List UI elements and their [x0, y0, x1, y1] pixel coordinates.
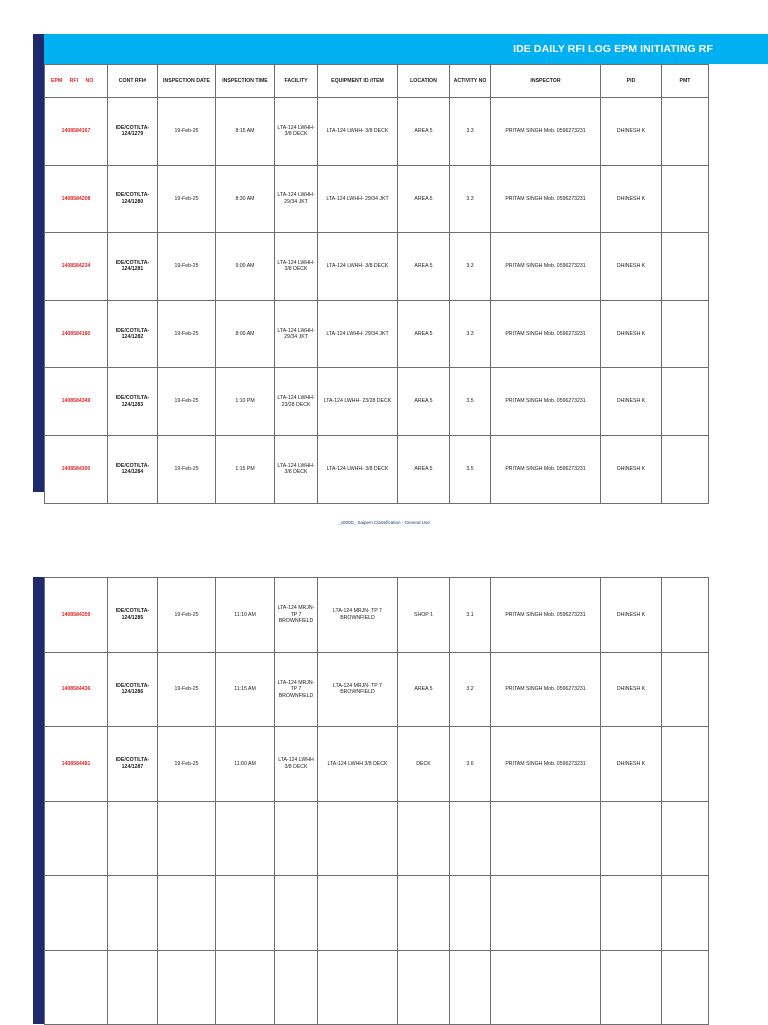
equipment-cell: LTA-124 LWHH- 3/8 DECK [318, 435, 398, 503]
inspection-date-cell: 19-Feb-25 [158, 652, 216, 727]
epm-rfi-cell [45, 801, 108, 876]
pid-cell: DHINESH K [601, 578, 662, 653]
inspector-cell: PRITAM SINGH Mob. 0596273231 [491, 578, 601, 653]
side-accent-bar [33, 577, 44, 1024]
activity-cell: 3.5 [450, 435, 491, 503]
facility-cell: LTA-124 LWHH- 3/8 DECK [275, 98, 318, 166]
inspection-time-cell: 9:00 AM [216, 233, 275, 301]
table-row [45, 98, 709, 166]
location-cell: AREA 5 [398, 435, 450, 503]
cont-rfi-cell [108, 950, 158, 1025]
pmt-cell [662, 652, 709, 727]
table-row [45, 368, 709, 436]
facility-cell [275, 801, 318, 876]
pmt-cell [662, 578, 709, 653]
epm-rfi-cell: 1408584234 [45, 233, 108, 301]
header-location: LOCATION [398, 65, 450, 98]
header-pid: PID [601, 65, 662, 98]
inspector-cell [491, 801, 601, 876]
inspection-date-cell: 19-Feb-25 [158, 300, 216, 368]
inspection-time-cell: 11:10 AM [216, 578, 275, 653]
location-cell: DECK [398, 727, 450, 802]
facility-cell: LTA-124 LWHH- 29/34 JKT [275, 300, 318, 368]
facility-cell: LTA-124 LWHH- 3/8 DECK [275, 233, 318, 301]
activity-cell: 3.3 [450, 98, 491, 166]
location-cell [398, 950, 450, 1025]
equipment-cell: LTA-124 MRJN- TP 7 BROWNFIELD [318, 652, 398, 727]
facility-cell: LTA-124 MRJN- TP 7 BROWNFIELD [275, 578, 318, 653]
facility-cell [275, 876, 318, 951]
cont-rfi-cell: IDE/COT/LTA-124/1283 [108, 368, 158, 436]
pmt-cell [662, 435, 709, 503]
location-cell: AREA 5 [398, 300, 450, 368]
side-accent-bar [33, 34, 44, 492]
table-row-empty [45, 876, 709, 951]
activity-cell [450, 876, 491, 951]
pid-cell: DHINESH K [601, 300, 662, 368]
location-cell [398, 876, 450, 951]
pmt-cell [662, 801, 709, 876]
equipment-cell: LTA-124 LWHH- 3/8 DECK [318, 98, 398, 166]
inspection-date-cell: 19-Feb-25 [158, 727, 216, 802]
table-row [45, 578, 709, 653]
epm-rfi-cell [45, 950, 108, 1025]
inspector-cell [491, 876, 601, 951]
header-equipment: EQUIPMENT ID /ITEM [318, 65, 398, 98]
header-activity-no: ACTIVITY NO [450, 65, 491, 98]
inspection-time-cell [216, 801, 275, 876]
table-row [45, 300, 709, 368]
log-title: IDE DAILY RFI LOG EPM INITIATING RF [44, 34, 768, 64]
epm-rfi-cell: 1408584208 [45, 165, 108, 233]
epm-rfi-cell: 1408584300 [45, 435, 108, 503]
activity-cell: 3.2 [450, 652, 491, 727]
location-cell: AREA 5 [398, 368, 450, 436]
location-cell: SHOP 1 [398, 578, 450, 653]
equipment-cell [318, 801, 398, 876]
inspector-cell: PRITAM SINGH Mob. 0596273231 [491, 165, 601, 233]
activity-cell: 3.5 [450, 368, 491, 436]
inspection-date-cell: 19-Feb-25 [158, 165, 216, 233]
inspection-time-cell: 11:15 AM [216, 652, 275, 727]
pmt-cell [662, 950, 709, 1025]
header-epm-rfi: EPM RFI NO [45, 65, 108, 98]
inspection-date-cell: 19-Feb-25 [158, 98, 216, 166]
inspector-cell: PRITAM SINGH Mob. 0596273231 [491, 300, 601, 368]
pmt-cell [662, 98, 709, 166]
facility-cell: LTA-124 LWHH 3/8 DECK [275, 727, 318, 802]
pid-cell: DHINESH K [601, 652, 662, 727]
pmt-cell [662, 233, 709, 301]
inspection-time-cell: 8:30 AM [216, 165, 275, 233]
table-row [45, 652, 709, 727]
cont-rfi-cell: IDE/COT/LTA-124/1284 [108, 435, 158, 503]
classification-footer: _x000D_ Saipem Classification - General Use [338, 520, 430, 525]
cont-rfi-cell: IDE/COT/LTA-124/1280 [108, 165, 158, 233]
inspection-date-cell [158, 950, 216, 1025]
inspection-time-cell [216, 950, 275, 1025]
pid-cell: DHINESH K [601, 233, 662, 301]
pmt-cell [662, 876, 709, 951]
epm-rfi-cell: 1408584481 [45, 727, 108, 802]
location-cell: AREA 5 [398, 98, 450, 166]
pid-cell [601, 876, 662, 951]
pmt-cell [662, 165, 709, 233]
header-cont-rfi: CONT RFI# [108, 65, 158, 98]
table-row-empty [45, 801, 709, 876]
location-cell [398, 801, 450, 876]
table-row [45, 165, 709, 233]
facility-cell: LTA-124 LWHH- 23/28 DECK [275, 368, 318, 436]
activity-cell [450, 950, 491, 1025]
inspector-cell: PRITAM SINGH Mob. 0596273231 [491, 233, 601, 301]
inspector-cell [491, 950, 601, 1025]
cont-rfi-cell: IDE/COT/LTA-124/1282 [108, 300, 158, 368]
equipment-cell: LTA-124 LWHH 3/8 DECK [318, 727, 398, 802]
table-row [45, 233, 709, 301]
inspection-date-cell: 19-Feb-25 [158, 368, 216, 436]
table-row-empty [45, 950, 709, 1025]
equipment-cell: LTA-124 LWHH- 29/34 JKT [318, 300, 398, 368]
equipment-cell [318, 876, 398, 951]
inspection-time-cell: 8:15 AM [216, 98, 275, 166]
rfi-log-table [44, 64, 709, 504]
cont-rfi-cell: IDE/COT/LTA-124/1287 [108, 727, 158, 802]
epm-rfi-cell: 1408584436 [45, 652, 108, 727]
pmt-cell [662, 300, 709, 368]
table-row [45, 727, 709, 802]
activity-cell: 3.3 [450, 300, 491, 368]
inspector-cell: PRITAM SINGH Mob. 0596273231 [491, 98, 601, 166]
pid-cell: DHINESH K [601, 165, 662, 233]
inspection-date-cell: 19-Feb-25 [158, 233, 216, 301]
table-row [45, 435, 709, 503]
inspection-date-cell: 19-Feb-25 [158, 578, 216, 653]
inspection-time-cell [216, 876, 275, 951]
equipment-cell: LTA-124 LWHH- 3/8 DECK [318, 233, 398, 301]
equipment-cell: LTA-124 LWHH- 29/34 JKT [318, 165, 398, 233]
inspection-date-cell [158, 876, 216, 951]
pmt-cell [662, 368, 709, 436]
epm-rfi-cell: 1408584167 [45, 98, 108, 166]
cont-rfi-cell [108, 876, 158, 951]
header-inspection-date: INSPECTION DATE [158, 65, 216, 98]
inspection-time-cell: 1:10 PM [216, 368, 275, 436]
activity-cell: 3.6 [450, 727, 491, 802]
header-pmt: PMT [662, 65, 709, 98]
inspection-time-cell: 1:15 PM [216, 435, 275, 503]
cont-rfi-cell: IDE/COT/LTA-124/1285 [108, 578, 158, 653]
inspector-cell: PRITAM SINGH Mob. 0596273231 [491, 652, 601, 727]
inspection-time-cell: 11:00 AM [216, 727, 275, 802]
facility-cell: LTA-124 LWHH- 29/34 JKT [275, 165, 318, 233]
header-inspector: INSPECTOR [491, 65, 601, 98]
pid-cell: DHINESH K [601, 98, 662, 166]
epm-rfi-cell: 1408584180 [45, 300, 108, 368]
pid-cell [601, 950, 662, 1025]
header-facility: FACILITY [275, 65, 318, 98]
location-cell: AREA 5 [398, 165, 450, 233]
location-cell: AREA 5 [398, 652, 450, 727]
inspector-cell: PRITAM SINGH Mob. 0596273231 [491, 727, 601, 802]
pid-cell: DHINESH K [601, 435, 662, 503]
inspection-date-cell: 19-Feb-25 [158, 435, 216, 503]
pmt-cell [662, 727, 709, 802]
header-row [45, 65, 709, 98]
equipment-cell [318, 950, 398, 1025]
location-cell: AREA 5 [398, 233, 450, 301]
inspector-cell: PRITAM SINGH Mob. 0596273231 [491, 368, 601, 436]
rfi-log-table-continued [44, 577, 709, 1025]
inspection-time-cell: 8:00 AM [216, 300, 275, 368]
header-inspection-time: INSPECTION TIME [216, 65, 275, 98]
pid-cell [601, 801, 662, 876]
facility-cell: LTA-124 MRJN- TP 7 BROWNFIELD [275, 652, 318, 727]
facility-cell [275, 950, 318, 1025]
epm-rfi-cell: 1408584359 [45, 578, 108, 653]
equipment-cell: LTA-124 LWHH- 23/28 DECK [318, 368, 398, 436]
cont-rfi-cell: IDE/COT/LTA-124/1281 [108, 233, 158, 301]
pid-cell: DHINESH K [601, 368, 662, 436]
cont-rfi-cell [108, 801, 158, 876]
inspector-cell: PRITAM SINGH Mob. 0596273231 [491, 435, 601, 503]
inspection-date-cell [158, 801, 216, 876]
activity-cell: 3.3 [450, 233, 491, 301]
activity-cell [450, 801, 491, 876]
epm-rfi-cell: 1408584349 [45, 368, 108, 436]
cont-rfi-cell: IDE/COT/LTA-124/1279 [108, 98, 158, 166]
cont-rfi-cell: IDE/COT/LTA-124/1286 [108, 652, 158, 727]
epm-rfi-cell [45, 876, 108, 951]
activity-cell: 3.1 [450, 578, 491, 653]
activity-cell: 3.3 [450, 165, 491, 233]
equipment-cell: LTA-124 MRJN- TP 7 BROWNFIELD [318, 578, 398, 653]
facility-cell: LTA-124 LWHH- 3/8 DECK [275, 435, 318, 503]
pid-cell: DHINESH K [601, 727, 662, 802]
